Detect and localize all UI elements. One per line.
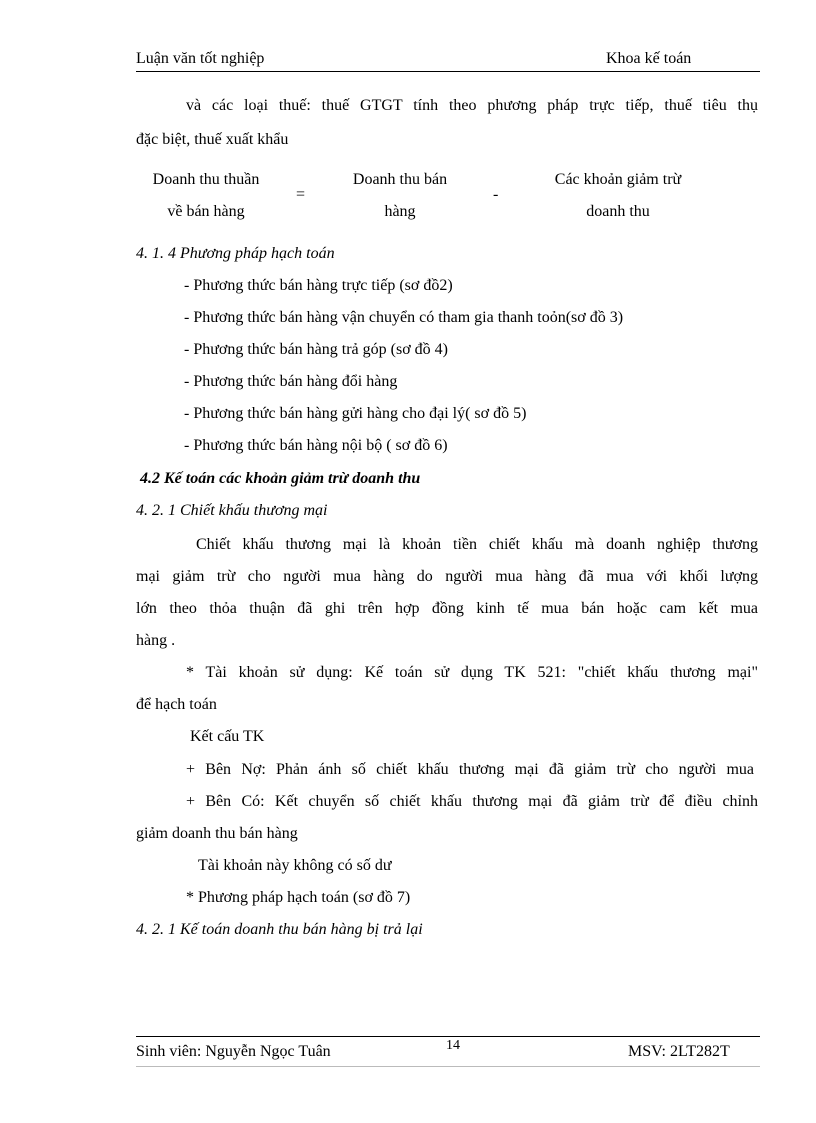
formula-minus: -	[493, 186, 499, 203]
formula-rhs-line-2: doanh thu	[586, 203, 650, 220]
account-line-1: * Tài khoản sử dụng: Kế toán sử dụng TK 521: "chiết khấu thương mại"	[186, 664, 758, 681]
list-item: - Phương thức bán hàng trực tiếp (sơ đồ2)	[184, 277, 453, 294]
list-item: - Phương thức bán hàng trả góp (sơ đồ 4)	[184, 341, 448, 358]
intro-line-1: và các loại thuế: thuế GTGT tính theo phương pháp trực tiếp, thuế tiêu thụ	[186, 97, 758, 114]
method-line: * Phương pháp hạch toán (sơ đồ 7)	[186, 889, 411, 906]
section-next-title: 4. 2. 1 Kế toán doanh thu bán hàng bị trả lại	[136, 921, 423, 938]
account-line-2: để hạch toán	[136, 696, 217, 713]
page-number: 14	[446, 1038, 460, 1053]
formula-rhs-line-1: Các khoản giảm trừ	[554, 171, 682, 188]
list-item: - Phương thức bán hàng nội bộ ( sơ đồ 6)	[184, 437, 448, 454]
header-left: Luận văn tốt nghiệp	[136, 50, 265, 67]
formula-lhs-line-2: về bán hàng	[167, 203, 245, 220]
footer-student-id: MSV: 2LT282T	[628, 1043, 730, 1060]
header-rule	[136, 71, 760, 72]
footer-rule	[136, 1036, 760, 1037]
credit-line-2: giảm doanh thu bán hàng	[136, 825, 298, 842]
credit-line-1: + Bên Có: Kết chuyển số chiết khấu thương mại đã giảm trừ để điều chỉnh	[186, 793, 758, 810]
list-item: - Phương thức bán hàng vận chuyển có tham gia thanh toỏn(sơ đồ 3)	[184, 309, 624, 326]
section-42-title: 4.2 Kế toán các khoản giảm trừ doanh thu	[140, 470, 421, 487]
footer-underline	[136, 1066, 760, 1067]
list-item: - Phương thức bán hàng đổi hàng	[184, 373, 398, 390]
formula-lhs-line-1: Doanh thu thuần	[152, 171, 260, 188]
formula-mid-line-2: hàng	[384, 203, 416, 220]
formula-equals: =	[296, 186, 306, 203]
debit-line: + Bên Nợ: Phản ánh số chiết khấu thương mại đã giảm trừ cho người mua	[186, 761, 754, 778]
footer-student: Sinh viên: Nguyễn Ngọc Tuân	[136, 1043, 331, 1060]
paragraph-line: Chiết khấu thương mại là khoản tiền chiết khấu mà doanh nghiệp thương	[196, 536, 758, 553]
section-421-title: 4. 2. 1 Chiết khấu thương mại	[136, 502, 328, 519]
list-item: - Phương thức bán hàng gửi hàng cho đại lý( sơ đồ 5)	[184, 405, 527, 422]
paragraph-line: mại giảm trừ cho người mua hàng do người mua hàng đã mua với khối lượng	[136, 568, 758, 585]
intro-line-2: đặc biệt, thuế xuất khẩu	[136, 131, 289, 148]
paragraph-line: hàng .	[136, 632, 176, 649]
header-right: Khoa kế toán	[606, 50, 692, 67]
no-balance-line: Tài khoản này không có số dư	[198, 857, 392, 874]
section-414-title: 4. 1. 4 Phương pháp hạch toán	[136, 245, 335, 262]
formula-mid-line-1: Doanh thu bán	[352, 171, 448, 188]
structure-title: Kết cấu TK	[190, 728, 265, 745]
paragraph-line: lớn theo thỏa thuận đã ghi trên hợp đồng kinh tế mua bán hoặc cam kết mua	[136, 600, 758, 617]
